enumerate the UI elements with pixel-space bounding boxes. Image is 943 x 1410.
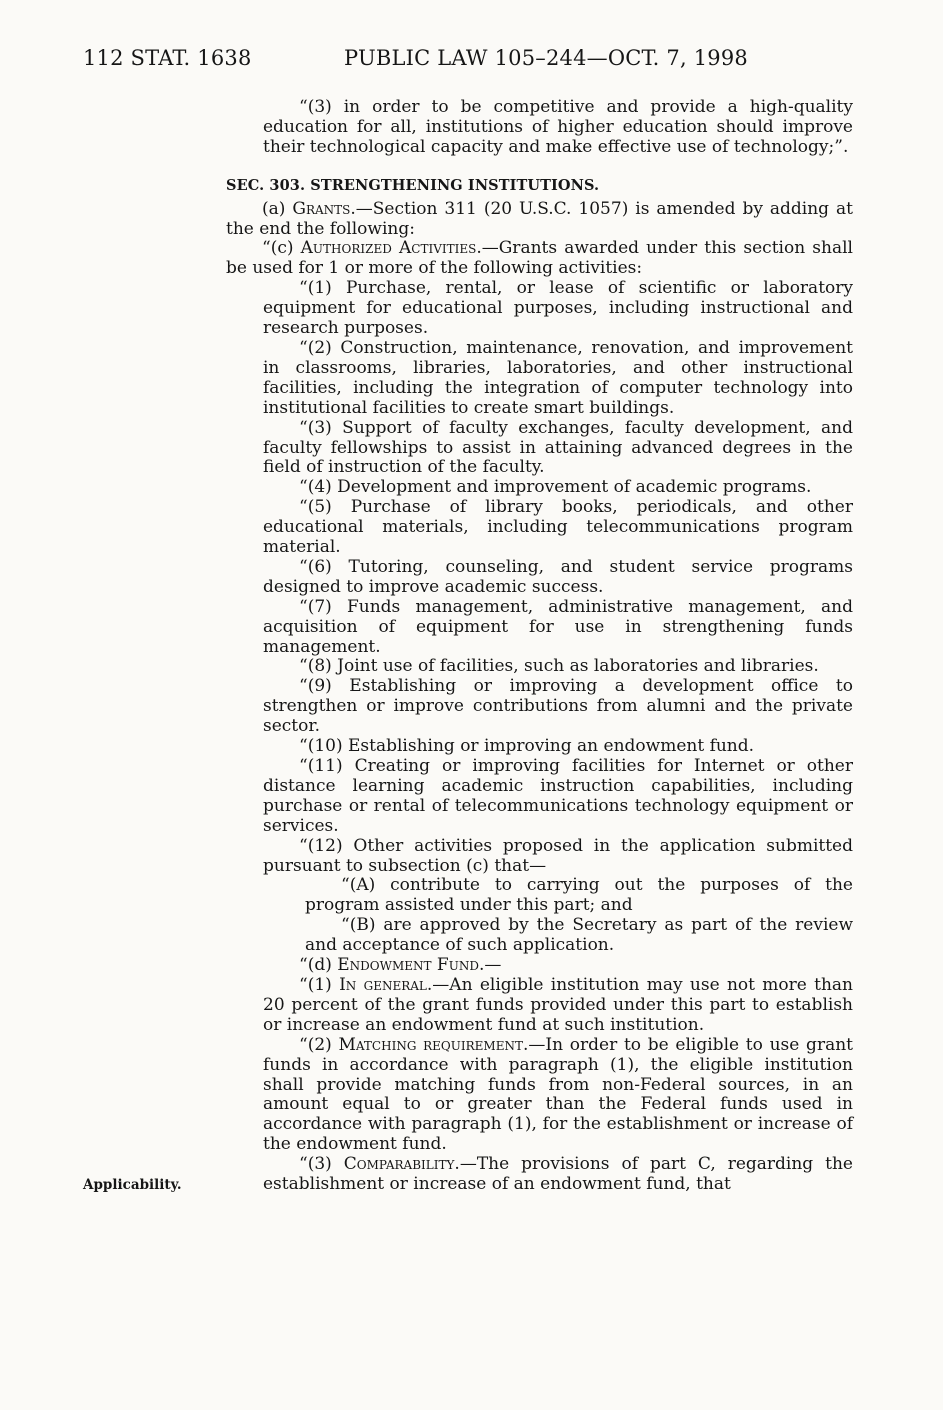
activity-7: “(7) Funds management, administrative management, and acquisition of equipment for use in strengthening funds management. xyxy=(263,596,853,657)
sub-item-b: “(B) are approved by the Secretary as part of the review and acceptance of such application. xyxy=(305,915,853,956)
endowment-item-1: “(1) In general.—An eligible institution may use not more than 20 percent of the grant funds provided under this part to establish or increase an endowment fund at such institution. xyxy=(263,974,853,1035)
paragraph-authorized-activities: “(c) Authorized Activities.—Grants awarded under this section shall be used for 1 or more of the following activities: xyxy=(226,238,853,279)
endowment-item-3: “(3) Comparability.—The provisions of part C, regarding the establishment or increase of an endowment fund, that xyxy=(263,1154,853,1195)
caption-comparability: Comparability xyxy=(343,1154,455,1175)
endowment-item-2: “(2) Matching requirement.—In order to be eligible to use grant funds in accordance with paragraph (1), the eligible institution shall provide matching funds from non-Federal sources, in an amount equal to or greater than the Federal funds used in accordance with paragraph (1), for the establishment or increase of the endowment fund. xyxy=(263,1034,853,1155)
paragraph-top: “(3) in order to be competitive and provide a high-quality education for all, institutions of higher education should improve their technological capacity and make effective use of technology;”. xyxy=(263,97,853,157)
caption-grants: Grants xyxy=(292,198,351,219)
activity-2: “(2) Construction, maintenance, renovation, and improvement in classrooms, libraries, laboratories, and other instructional facilities, including the integration of computer technology into institutional facilities to create smart buildings. xyxy=(263,337,853,418)
activity-5: “(5) Purchase of library books, periodicals, and other educational materials, including telecommunications program material. xyxy=(263,497,853,558)
activity-8: “(8) Joint use of facilities, such as laboratories and libraries. xyxy=(299,656,819,677)
sub-item-a: “(A) contribute to carrying out the purposes of the program assisted under this part; and xyxy=(305,875,853,916)
caption-authorized-activities: Authorized Activities xyxy=(300,238,477,259)
activity-4: “(4) Development and improvement of academic programs. xyxy=(299,477,812,498)
caption-matching-requirement: Matching requirement xyxy=(338,1034,523,1055)
activity-1: “(1) Purchase, rental, or lease of scientific or laboratory equipment for educational purposes, including instructional and research purposes. xyxy=(263,278,853,339)
activity-10: “(10) Establishing or improving an endowment fund. xyxy=(299,736,755,757)
activity-9: “(9) Establishing or improving a development office to strengthen or improve contributions from alumni and the private sector. xyxy=(263,676,853,737)
section-heading: SEC. 303. STRENGTHENING INSTITUTIONS. xyxy=(226,176,600,194)
stat-citation: 112 STAT. 1638 xyxy=(83,46,252,70)
paragraph-endowment-fund: “(d) Endowment Fund.— xyxy=(299,955,502,976)
margin-note-applicability: Applicability. xyxy=(83,1177,182,1193)
activity-12: “(12) Other activities proposed in the application submitted pursuant to subsection (c) that— xyxy=(263,835,853,876)
law-title: PUBLIC LAW 105–244—OCT. 7, 1998 xyxy=(344,46,748,70)
paragraph-grants: (a) Grants.—Section 311 (20 U.S.C. 1057) is amended by adding at the end the following: xyxy=(226,198,853,239)
document-body xyxy=(226,97,853,1195)
activity-3: “(3) Support of faculty exchanges, faculty development, and faculty fellowships to assist in attaining advanced degrees in the field of instruction of the faculty. xyxy=(263,417,853,478)
caption-in-general: In general xyxy=(339,974,427,995)
caption-endowment-fund: Endowment Fund xyxy=(337,955,479,976)
activity-6: “(6) Tutoring, counseling, and student service programs designed to improve academic success. xyxy=(263,556,853,597)
activity-11: “(11) Creating or improving facilities for Internet or other distance learning academic instruction capabilities, including purchase or rental of telecommunications technology equipment or services. xyxy=(263,756,853,836)
